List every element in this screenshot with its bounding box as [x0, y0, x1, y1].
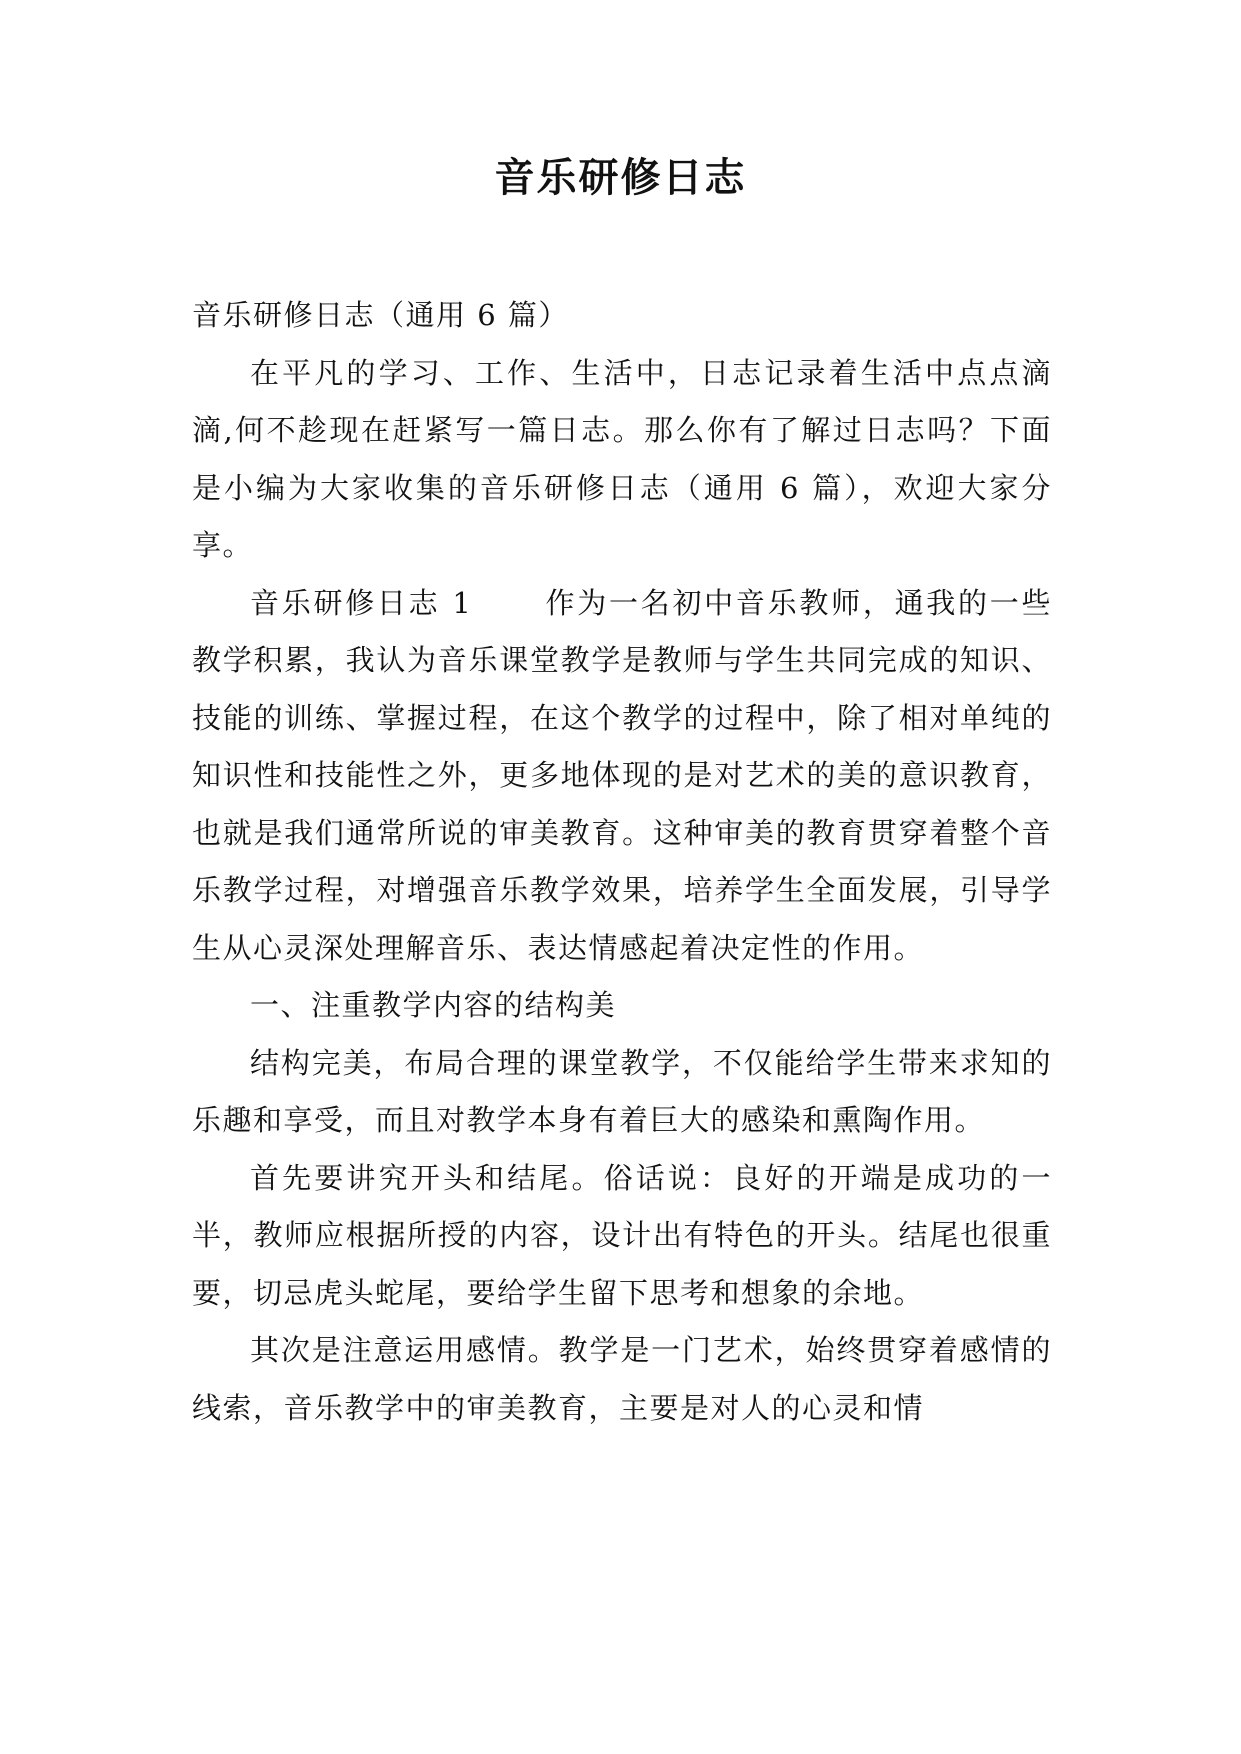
emotion-paragraph: 其次是注意运用感情。教学是一门艺术，始终贯穿着感情的线索，音乐教学中的审美教育，主要是对人的心灵和情 — [192, 1333, 1052, 1425]
entry-1-heading: 音乐研修日志 1 — [250, 585, 473, 620]
section-1-heading: 一、注重教学内容的结构美 — [250, 988, 617, 1022]
document-subtitle: 音乐研修日志（通用 6 篇） — [192, 298, 569, 332]
document-body — [192, 287, 1052, 1437]
intro-paragraph: 在平凡的学习、工作、生活中，日志记录着生活中点点滴滴,何不趁现在赶紧写一篇日志。那么你有了解过日志吗？下面是小编为大家收集的音乐研修日志（通用 6 篇），欢迎大家分享。 — [192, 355, 1052, 562]
opening-ending-paragraph: 首先要讲究开头和结尾。俗话说：良好的开端是成功的一半，教师应根据所授的内容，设计出有特色的开头。结尾也很重要，切忌虎头蛇尾，要给学生留下思考和想象的余地。 — [192, 1160, 1052, 1310]
entry-1-paragraph — [192, 575, 1052, 978]
structure-paragraph: 结构完美，布局合理的课堂教学，不仅能给学生带来求知的乐趣和享受，而且对教学本身有着巨大的感染和熏陶作用。 — [192, 1045, 1052, 1137]
page-title: 音乐研修日志 — [494, 155, 747, 201]
entry-1-text: 作为一名初中音乐教师，通我的一些教学积累，我认为音乐课堂教学是教师与学生共同完成的知识、技能的训练、掌握过程，在这个教学的过程中，除了相对单纯的知识性和技能性之外，更多地体现的是对艺术的美的意识教育，也就是我们通常所说的审美教育。这种审美的教育贯穿着整个音乐教学过程，对增强音乐教学效果，培养学生全面发展，引导学生从心灵深处理解音乐、表达情感起着决定性的作用。 — [192, 585, 1052, 965]
